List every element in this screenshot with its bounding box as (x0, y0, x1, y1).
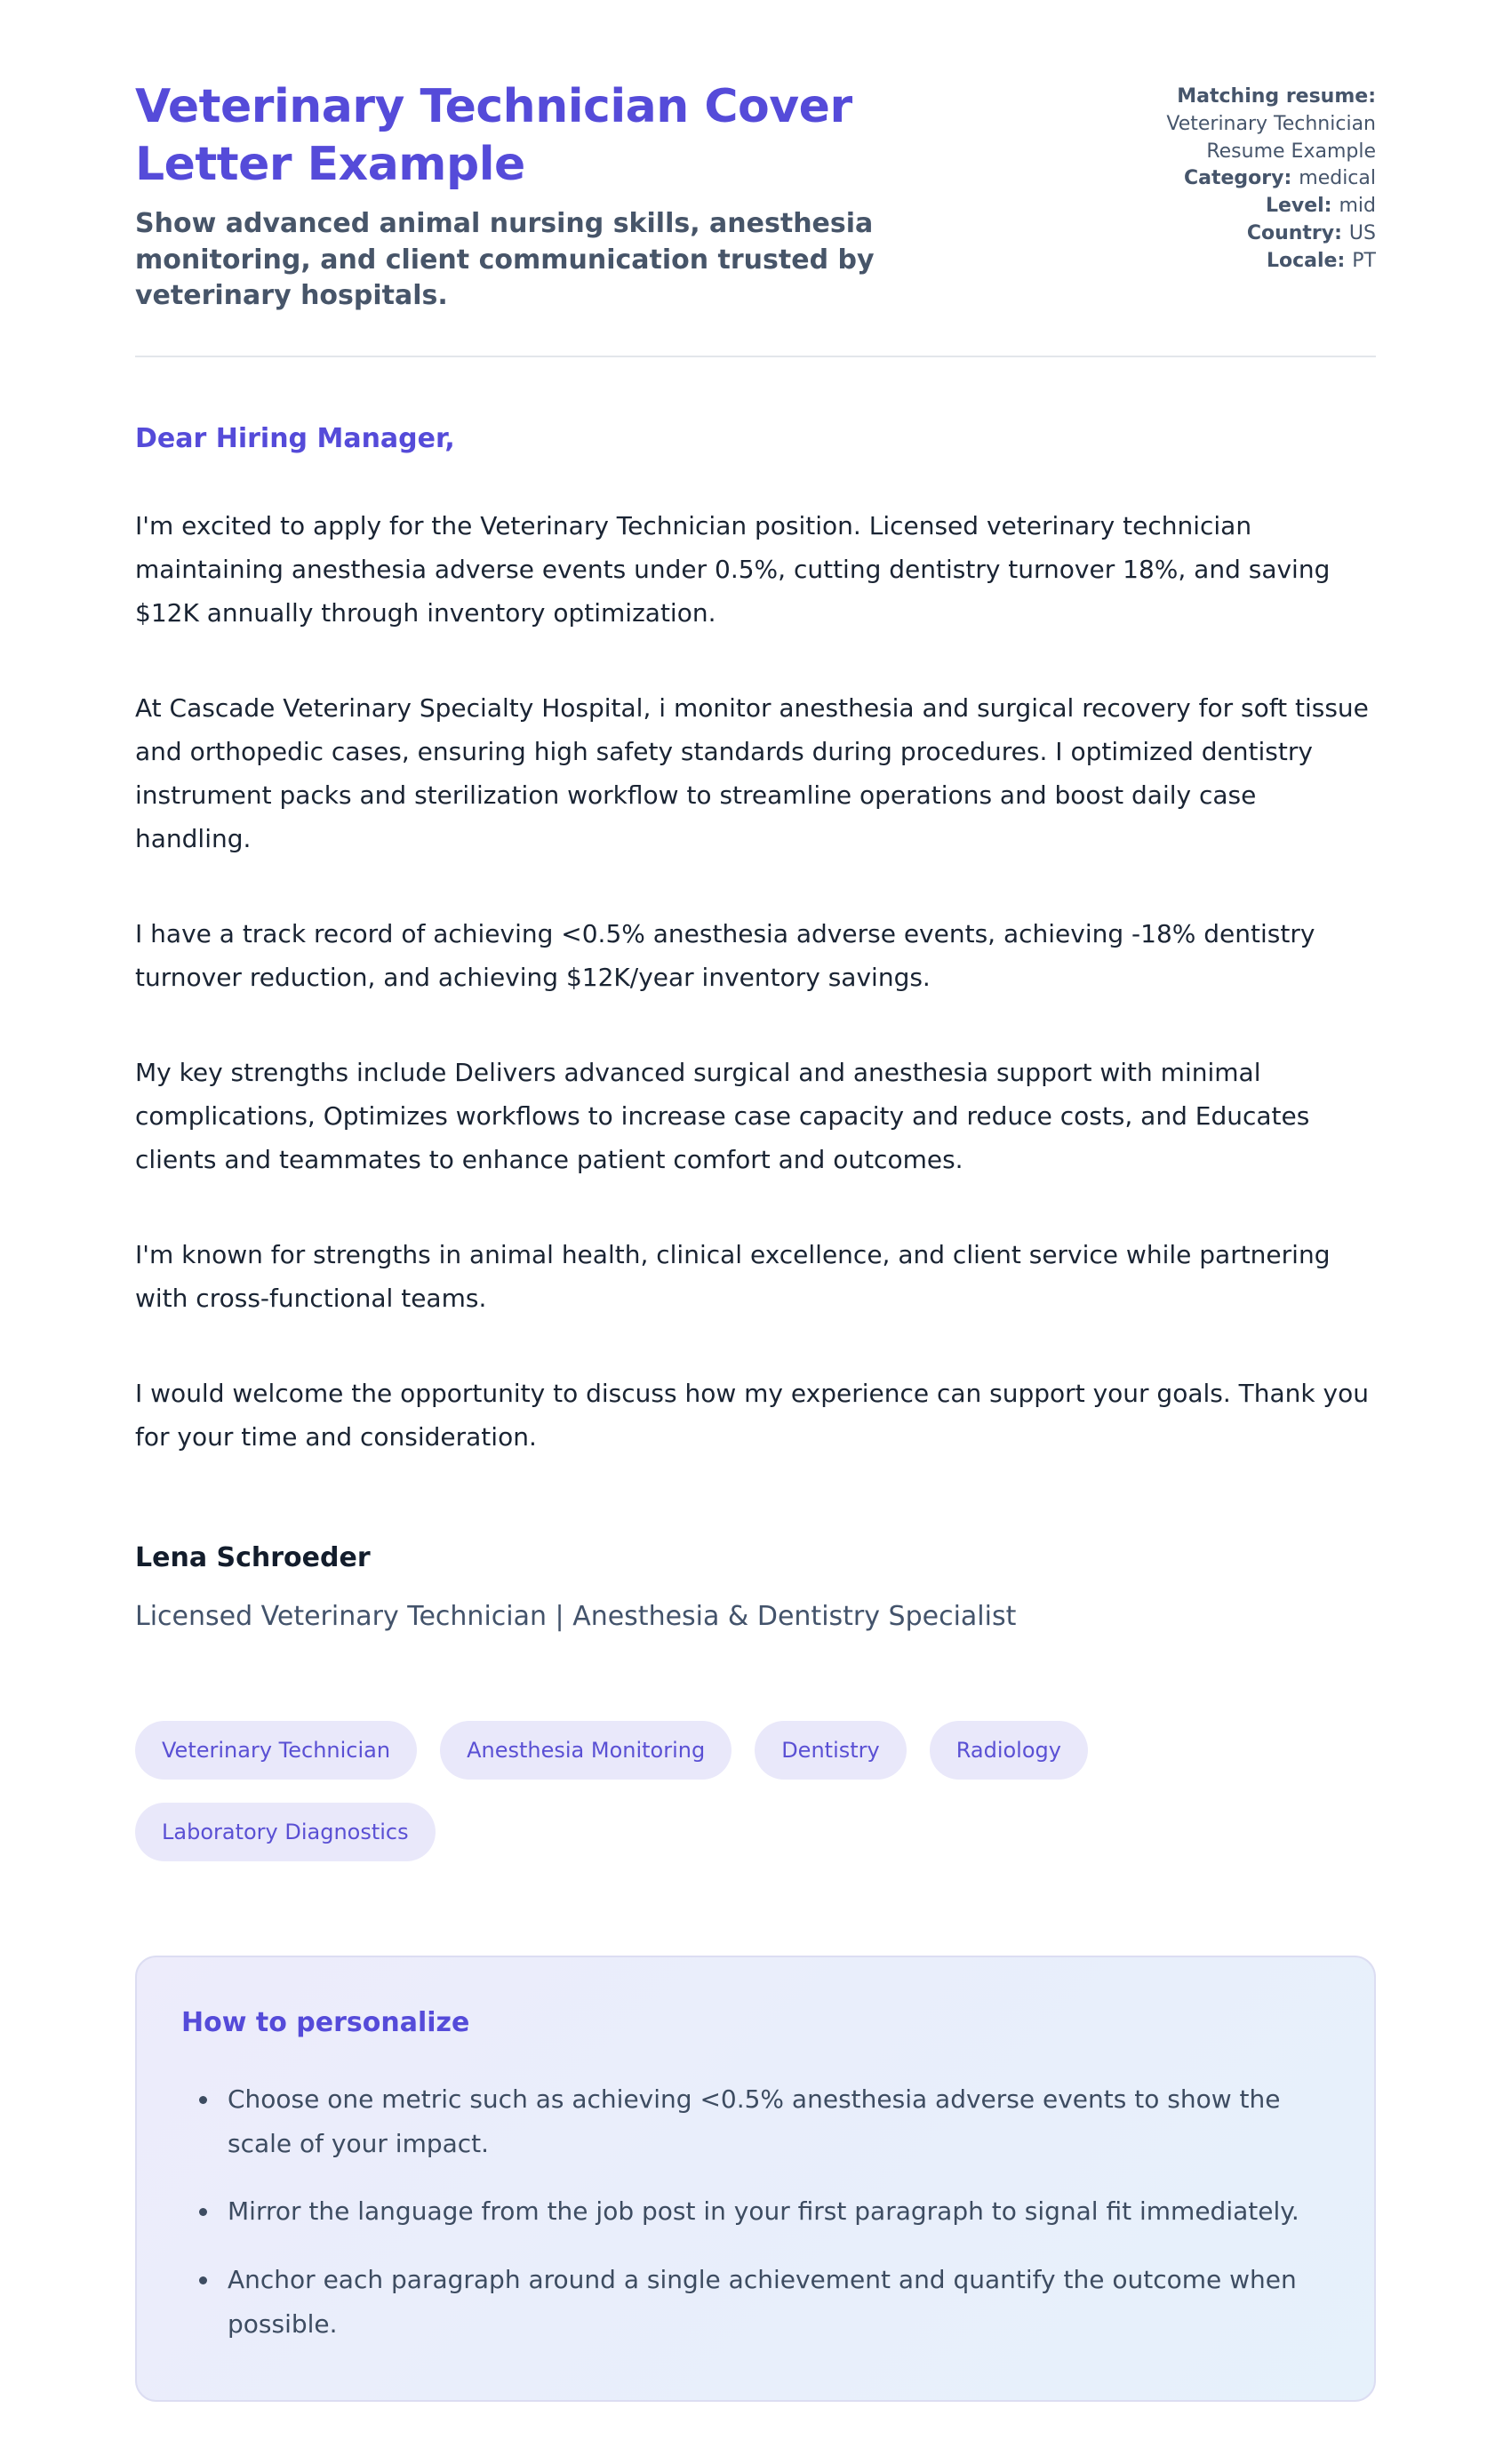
meta-category-label: Category: (1183, 167, 1292, 190)
tag-dentistry[interactable]: Dentistry (755, 1721, 907, 1780)
meta-level (1109, 193, 1376, 220)
personalize-heading: How to personalize (181, 2006, 470, 2038)
signature-title: Licensed Veterinary Technician | Anesthesia & Dentistry Specialist (135, 1600, 1017, 1632)
letter-paragraph-5: I'm known for strengths in animal health, clinical excellence, and client service while partnering with cross-functional teams. (135, 1239, 1331, 1313)
personalize-box (135, 1956, 1376, 2403)
personalize-bullet-2: • Mirror the language from the job post in your first paragraph to signal fit immediately. (220, 2189, 1330, 2234)
meta-matching-resume (1109, 84, 1376, 165)
personalize-list (181, 2077, 1330, 2348)
tag-radiology[interactable]: Radiology (930, 1721, 1088, 1780)
meta-locale-label: Locale: (1267, 249, 1346, 272)
personalize-bullet-3: • Anchor each paragraph around a single achievement and quantify the outcome when possible. (220, 2258, 1330, 2348)
cover-letter-body (135, 423, 1376, 1636)
divider (135, 356, 1376, 357)
tag-laboratory-diagnostics[interactable]: Laboratory Diagnostics (135, 1803, 436, 1861)
meta-matching-resume-value: Veterinary Technician Resume Example (1166, 112, 1376, 163)
header (135, 78, 1376, 315)
greeting: Dear Hiring Manager, (135, 422, 455, 454)
personalize-bullet-1: • Choose one metric such as achieving <0.5% anesthesia adverse events to show the scale of your impact. (220, 2077, 1330, 2167)
meta-country-value: US (1348, 221, 1376, 244)
tag-anesthesia-monitoring[interactable]: Anesthesia Monitoring (440, 1721, 732, 1780)
page-title: Veterinary Technician Cover Letter Example (135, 80, 852, 191)
meta-category (1109, 165, 1376, 193)
tag-list (135, 1721, 1376, 1861)
meta-country-label: Country: (1246, 221, 1342, 244)
page-subtitle: Show advanced animal nursing skills, anesthesia monitoring, and client communication trusted by veterinary hospitals. (135, 208, 875, 311)
meta-matching-resume-label: Matching resume: (1177, 85, 1376, 108)
tag-veterinary-technician[interactable]: Veterinary Technician (135, 1721, 417, 1780)
meta-locale (1109, 248, 1376, 276)
letter-paragraph-6: I would welcome the opportunity to discuss how my experience can support your goals. Thank you for your time and consideration. (135, 1378, 1369, 1452)
letter-paragraph-2: At Cascade Veterinary Specialty Hospital, i monitor anesthesia and surgical recovery for soft tissue and orthopedic cases, ensuring high safety standards during procedures. I optimized dentistry instrument packs and sterilization workflow to streamline operations and boost daily case handling. (135, 692, 1369, 853)
meta-level-value: mid (1339, 195, 1376, 218)
letter-paragraph-4: My key strengths include Delivers advanced surgical and anesthesia support with minimal complications, Optimizes workflows to increase case capacity and reduce costs, and Educates clients and teammates to enhance patient comfort and outcomes. (135, 1057, 1310, 1174)
letter-paragraph-1: I'm excited to apply for the Veterinary Technician position. Licensed veterinary technician maintaining anesthesia adverse events under 0.5%, cutting dentistry turnover 18%, and saving $12K annually through inventory optimization. (135, 510, 1331, 628)
signature-name: Lena Schroeder (135, 1541, 371, 1573)
header-text-block (135, 78, 1033, 315)
meta-category-value: medical (1299, 167, 1376, 190)
meta-country (1109, 220, 1376, 248)
meta-level-label: Level: (1265, 195, 1332, 218)
meta-panel (1109, 78, 1376, 276)
letter-paragraph-3: I have a track record of achieving <0.5% anesthesia adverse events, achieving -18% dentistry turnover reduction, and achieving $12K/year inventory savings. (135, 918, 1315, 992)
meta-locale-value: PT (1352, 249, 1376, 272)
